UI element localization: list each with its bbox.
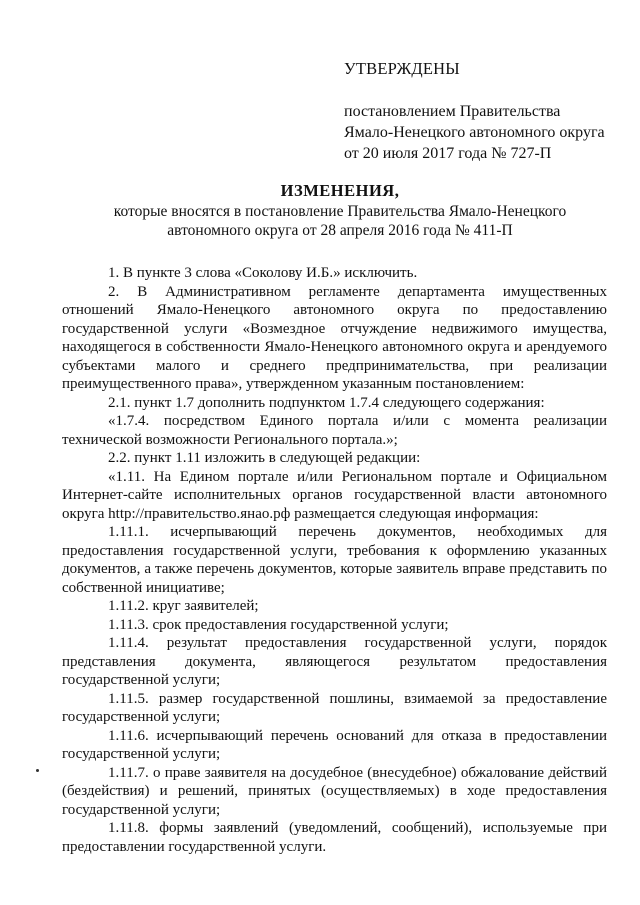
paragraph: 1.11.7. о праве заявителя на досудебное (внесудебное) обжалование действий (бездействия) и решений, принятых (осуществляемых) в ходе предоставления государственной услуги; xyxy=(62,764,607,818)
paragraph: 1.11.3. срок предоставления государственной услуги; xyxy=(108,616,449,633)
paragraph: 1.11.1. исчерпывающий перечень документов, необходимых для предоставления государственной услуги, требования к оформлению указанных документов, а также перечень документов, которые заявитель вправе представить по собственной инициативе; xyxy=(62,524,607,596)
document-body xyxy=(62,264,607,856)
document-heading xyxy=(80,181,600,240)
paragraph: «1.7.4. посредством Единого портала и/или с момента реализации технической возможности Регионального портала.»; xyxy=(62,413,607,448)
approval-line: постановлением Правительства xyxy=(344,103,561,120)
paragraph: 1.11.8. формы заявлений (уведомлений, сообщений), используемые при предоставлении государственной услуги. xyxy=(62,820,607,855)
paragraph: «1.11. На Едином портале и/или Региональном портале и Официальном Интернет-сайте исполнительных органов государственной власти автономного округа http://правительство.янао.рф размещается следующая информация: xyxy=(62,468,607,522)
paragraph: 1.11.4. результат предоставления государственной услуги, порядок представления документа, являющегося результатом предоставления государственной услуги; xyxy=(62,635,607,688)
approval-line: от 20 июля 2017 года № 727-П xyxy=(344,145,552,162)
approval-title: УТВЕРЖДЕНЫ xyxy=(344,59,460,78)
paragraph: 1.11.5. размер государственной пошлины, взимаемой за предоставление государственной услуги; xyxy=(62,690,607,725)
paragraph: 1.11.2. круг заявителей; xyxy=(108,598,259,614)
paragraph: 2.2. пункт 1.11 изложить в следующей редакции: xyxy=(108,450,421,466)
document-subtitle: которые вносятся в постановление Правительства Ямало-Ненецкого xyxy=(113,203,567,220)
approval-stamp xyxy=(344,58,624,164)
document-title: ИЗМЕНЕНИЯ, xyxy=(280,181,400,200)
paragraph: 2.1. пункт 1.7 дополнить подпунктом 1.7.4 следующего содержания: xyxy=(108,394,545,411)
scan-speck xyxy=(36,769,39,772)
paragraph: 1.11.6. исчерпывающий перечень оснований для отказа в предоставлении государственной услуги; xyxy=(62,727,607,762)
document-subtitle: автономного округа от 28 апреля 2016 года № 411-П xyxy=(167,222,513,239)
paragraph: 1. В пункте 3 слова «Соколову И.Б.» исключить. xyxy=(108,265,418,281)
paragraph: 2. В Административном регламенте департамента имущественных отношений Ямало-Ненецкого автономного округа по предоставлению государственной услуги «Возмездное отчуждение недвижимого имущества, находящегося в собственности Ямало-Ненецкого автономного округа и арендуемого субъектами малого и среднего предпринимательства, при реализации преимущественного права», утвержденном указанным постановлением: xyxy=(62,283,607,392)
approval-line: Ямало-Ненецкого автономного округа xyxy=(344,124,605,141)
